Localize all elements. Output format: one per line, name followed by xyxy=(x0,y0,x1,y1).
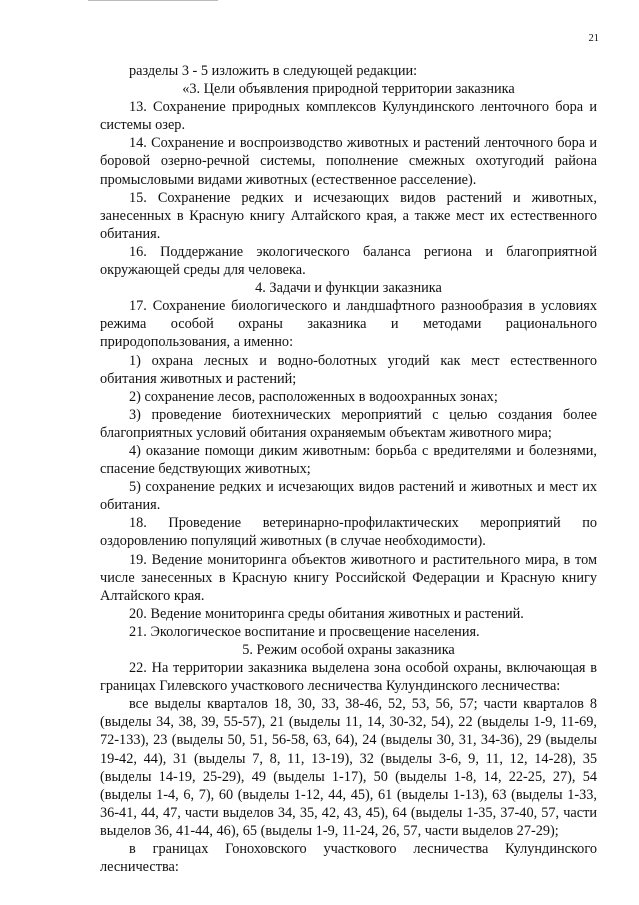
list-item-3: 3) проведение биотехнических мероприятий с целью создания более благоприятных условий обитания охраняемым объектам животного мира; xyxy=(100,406,597,441)
page-number: 21 xyxy=(588,33,599,44)
list-item-4: 4) оказание помощи диким животным: борьба с вредителями и болезнями, спасение бедствующих животных; xyxy=(100,442,597,478)
paragraph-17: 17. Сохранение биологического и ландшафтного разнообразия в условиях режима особой охраны заказника и методами рационального природопользования, а именно: xyxy=(100,298,597,351)
section-heading-4: 4. Задачи и функции заказника xyxy=(255,280,442,297)
intro-paragraph: разделы 3 - 5 изложить в следующей редакции: xyxy=(129,63,418,79)
paragraph-20: 20. Ведение мониторинга среды обитания животных и растений. xyxy=(129,605,524,622)
list-item-2: 2) сохранение лесов, расположенных в водоохранных зонах; xyxy=(129,388,498,405)
paragraph-16: 16. Поддержание экологического баланса региона и благоприятной окружающей среды для человека. xyxy=(100,243,597,279)
paragraph-18: 18. Проведение ветеринарно-профилактических мероприятий по оздоровлению популяций животных (в случае необходимости). xyxy=(100,515,597,550)
quarters-list-paragraph: все выделы кварталов 18, 30, 33, 38-46, 52, 53, 56, 57; части кварталов 8 (выделы 34, 38, 39, 55-57), 21 (выделы 11, 14, 30-32, 54), 22 (выделы 1-9, 11-69, 72-133), 23 (выделы 50, 51, 56-58, 63, 64), 24 (выделы 30, 31, 34-36), 29 (выделы 19-42, 44), 31 (выделы 7, 8, 11, 13-19), 32 (выделы 3-6, 9, 11, 12, 14-28), 35 (выделы 14-19, 25-29), 49 (выделы 1-17), 50 (выделы 1-8, 14, 22-25, 27), 54 (выделы 1-4, 6, 7), 60 (выделы 1-12, 44, 45), 61 (выделы 1-13), 63 (выделы 1-33, 36-41, 44, 47, части выделов 34, 35, 42, 43, 45), 64 (выделы 1-35, 37-40, 57, части выделов 36, 41-44, 46), 65 (выделы 1-9, 11-24, 26, 57, части выделов 27-29); xyxy=(100,696,597,839)
paragraph-21: 21. Экологическое воспитание и просвещение населения. xyxy=(129,623,480,640)
paragraph-14: 14. Сохранение и воспроизводство животных и растений ленточного бора и боровой озерно-речной системы, пополнение смежных охотугодий района промысловыми видами животных (естественное расселение). xyxy=(100,135,597,188)
gonokhovo-paragraph: в границах Гоноховского участкового лесничества Кулундинского лесничества: xyxy=(100,841,597,876)
section-heading-3: «3. Цели объявления природной территории заказника xyxy=(182,81,515,98)
section-heading-5: 5. Режим особой охраны заказника xyxy=(242,642,455,658)
paragraph-19: 19. Ведение мониторинга объектов животного и растительного мира, в том числе занесенных в Красную книгу Российской Федерации и Красную книгу Алтайского края. xyxy=(100,551,597,604)
list-item-1: 1) охрана лесных и водно-болотных угодий как мест естественного обитания животных и растений; xyxy=(100,352,597,387)
paragraph-22: 22. На территории заказника выделена зона особой охраны, включающая в границах Гилевского участкового лесничества Кулундинского лесничества: xyxy=(100,660,597,695)
paragraph-13: 13. Сохранение природных комплексов Кулундинского ленточного бора и системы озер. xyxy=(100,99,597,134)
document-body xyxy=(100,62,597,876)
list-item-5: 5) сохранение редких и исчезающих видов растений и животных и мест их обитания. xyxy=(100,479,597,514)
paragraph-15: 15. Сохранение редких и исчезающих видов растений и животных, занесенных в Красную книгу Алтайского края, а также мест их естественного обитания. xyxy=(100,189,597,242)
header-rule xyxy=(88,0,218,1)
